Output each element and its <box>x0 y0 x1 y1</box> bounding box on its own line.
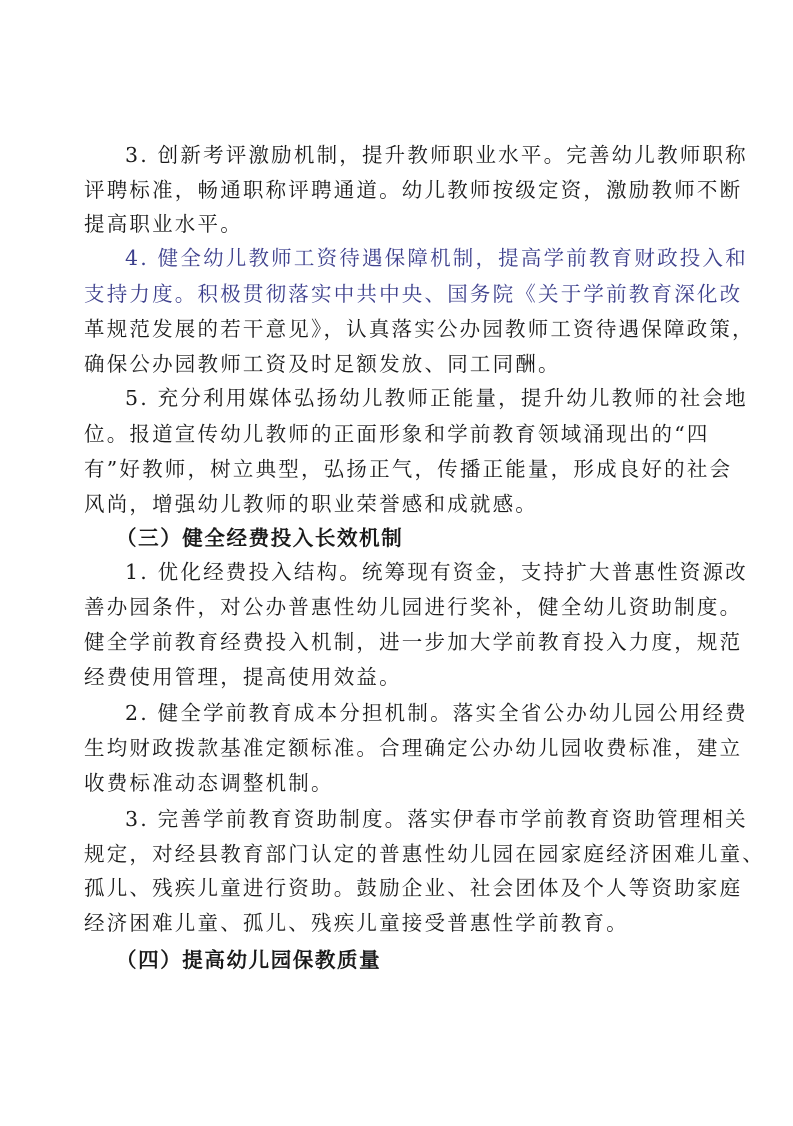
paragraph-4-line-1: 4. 健全幼儿教师工资待遇保障机制，提高学前教育财政投入和 <box>125 246 748 270</box>
funding-paragraph-2-line-1: 2. 健全学前教育成本分担机制。落实全省公办幼儿园公用经费 <box>125 701 748 725</box>
paragraph-5-line-4: 风尚，增强幼儿教师的职业荣誉感和成就感。 <box>84 492 538 516</box>
paragraph-5-line-3: 有”好教师，树立典型，弘扬正气，传播正能量，形成良好的社会 <box>84 457 733 481</box>
paragraph-5-line-2: 位。报道宣传幼儿教师的正面形象和学前教育领域涌现出的“四 <box>84 422 710 446</box>
funding-paragraph-2-line-2: 生均财政拨款基准定额标准。合理确定公办幼儿园收费标准，建立 <box>84 736 743 760</box>
section-heading-4: （四）提高幼儿园保教质量 <box>116 948 382 972</box>
funding-paragraph-3-line-1: 3. 完善学前教育资助制度。落实伊春市学前教育资助管理相关 <box>125 807 748 831</box>
paragraph-3-line-2: 评聘标准，畅通职称评聘通道。幼儿教师按级定资，激励教师不断 <box>84 178 743 202</box>
paragraph-3-line-1: 3. 创新考评激励机制，提升教师职业水平。完善幼儿教师职称 <box>125 143 748 167</box>
paragraph-4-line-4: 确保公办园教师工资及时足额发放、同工同酬。 <box>84 352 561 376</box>
paragraph-5-line-1: 5. 充分利用媒体弘扬幼儿教师正能量，提升幼儿教师的社会地 <box>125 386 748 410</box>
funding-paragraph-3-line-4: 经济困难儿童、孤儿、残疾儿童接受普惠性学前教育。 <box>84 911 629 935</box>
funding-paragraph-1-line-2: 善办园条件，对公办普惠性幼儿园进行奖补，健全幼儿资助制度。 <box>84 595 743 619</box>
funding-paragraph-2-line-3: 收费标准动态调整机制。 <box>84 771 334 795</box>
paragraph-4-line-3: 革规范发展的若干意见》，认真落实公办园教师工资待遇保障政策， <box>84 317 755 341</box>
funding-paragraph-1-line-3: 健全学前教育经费投入机制，进一步加大学前教育投入力度，规范 <box>84 630 743 654</box>
paragraph-3-line-3: 提高职业水平。 <box>84 212 243 236</box>
paragraph-4-line-2: 支持力度。积极贯彻落实中共中央、国务院《关于学前教育深化改 <box>84 282 743 306</box>
section-heading-3: （三）健全经费投入长效机制 <box>116 526 404 550</box>
funding-paragraph-1-line-1: 1. 优化经费投入结构。统筹现有资金，支持扩大普惠性资源改 <box>125 560 748 584</box>
funding-paragraph-3-line-2: 规定，对经县教育部门认定的普惠性幼儿园在园家庭经济困难儿童、 <box>84 842 765 866</box>
funding-paragraph-1-line-4: 经费使用管理，提高使用效益。 <box>84 665 402 689</box>
funding-paragraph-3-line-3: 孤儿、残疾儿童进行资助。鼓励企业、社会团体及个人等资助家庭 <box>84 876 743 900</box>
